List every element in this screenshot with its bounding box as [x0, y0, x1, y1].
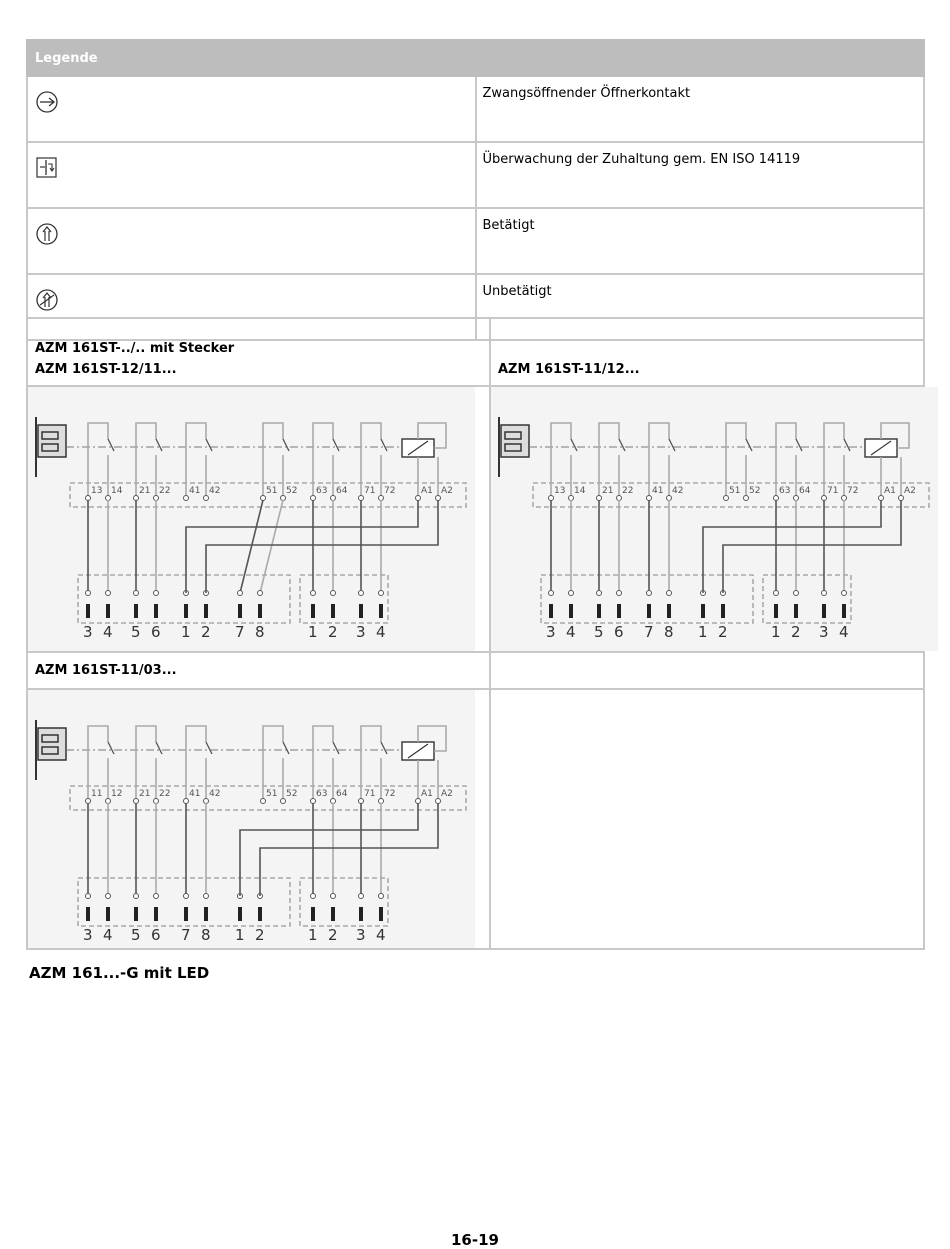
- empty-cell: [490, 689, 924, 949]
- pin-contact: [86, 604, 90, 618]
- diagram-title-a: AZM 161ST-../.. mit Stecker AZM 161ST-12/11...: [27, 318, 490, 386]
- pin-dot: [258, 591, 263, 596]
- pin-dot: [86, 894, 91, 899]
- terminal-dot: [879, 496, 884, 501]
- pin-label: 4: [566, 623, 576, 641]
- pin-dot: [549, 591, 554, 596]
- terminal-dot: [899, 496, 904, 501]
- pin-contact: [667, 604, 671, 618]
- pin-label: 5: [594, 623, 604, 641]
- pin-dot: [134, 894, 139, 899]
- terminal-dot: [86, 799, 91, 804]
- terminal-label: 42: [209, 789, 221, 799]
- terminal-label: 72: [384, 486, 396, 496]
- terminal-label: 63: [316, 789, 328, 799]
- pin-contact: [331, 907, 335, 921]
- terminal-dot: [261, 496, 266, 501]
- pin-dot: [204, 894, 209, 899]
- terminal-label: 64: [336, 789, 348, 799]
- pin-label: 1: [308, 926, 318, 944]
- pin-dot: [822, 591, 827, 596]
- terminal-dot: [416, 496, 421, 501]
- terminal-dot: [724, 496, 729, 501]
- pin-label: 1: [771, 623, 781, 641]
- pin-contact: [331, 604, 335, 618]
- pin-dot: [359, 894, 364, 899]
- legend-label: Betätigt: [476, 208, 925, 274]
- pin-contact: [106, 907, 110, 921]
- pin-contact: [359, 907, 363, 921]
- terminal-dot: [647, 496, 652, 501]
- terminal-label: 42: [209, 486, 221, 496]
- terminal-label: 21: [139, 486, 151, 496]
- terminal-label: 63: [779, 486, 791, 496]
- legend-label: Unbetätigt: [476, 274, 925, 340]
- wiring-diagram-b: [491, 387, 938, 651]
- pin-label: 2: [791, 623, 801, 641]
- terminal-dot: [184, 496, 189, 501]
- pin-contact: [311, 907, 315, 921]
- pin-label: 4: [103, 623, 113, 641]
- pin-contact: [794, 604, 798, 618]
- pin-label: 1: [181, 623, 191, 641]
- pin-contact: [822, 604, 826, 618]
- pin-label: 8: [255, 623, 265, 641]
- pin-contact: [597, 604, 601, 618]
- terminal-dot: [549, 496, 554, 501]
- terminal-label: A1: [884, 486, 896, 496]
- terminal-dot: [617, 496, 622, 501]
- pin-label: 4: [376, 926, 386, 944]
- terminal-dot: [379, 496, 384, 501]
- pin-label: 6: [151, 623, 161, 641]
- pin-contact: [154, 907, 158, 921]
- pin-label: 7: [644, 623, 654, 641]
- terminal-dot: [842, 496, 847, 501]
- terminal-dot: [331, 496, 336, 501]
- terminal-label: 21: [602, 486, 614, 496]
- terminal-label: 14: [111, 486, 123, 496]
- terminal-label: A2: [441, 486, 453, 496]
- terminal-dot: [822, 496, 827, 501]
- terminal-dot: [436, 496, 441, 501]
- pin-dot: [154, 894, 159, 899]
- pin-label: 2: [328, 623, 338, 641]
- terminal-dot: [667, 496, 672, 501]
- wiring-diagram-a: [28, 387, 475, 651]
- terminal-label: A1: [421, 789, 433, 799]
- terminal-dot: [774, 496, 779, 501]
- terminal-dot: [106, 799, 111, 804]
- terminal-dot: [184, 799, 189, 804]
- diagram-background: [28, 387, 475, 651]
- pin-label: 3: [356, 926, 366, 944]
- terminal-label: 41: [189, 789, 201, 799]
- diagram-title-b: AZM 161ST-11/12...: [490, 318, 924, 386]
- pin-label: 1: [698, 623, 708, 641]
- pin-contact: [238, 604, 242, 618]
- pin-contact: [774, 604, 778, 618]
- terminal-label: 51: [266, 789, 278, 799]
- terminal-label: 64: [799, 486, 811, 496]
- pin-label: 3: [83, 623, 93, 641]
- terminal-label: 72: [384, 789, 396, 799]
- terminal-label: 71: [364, 789, 376, 799]
- terminal-label: 64: [336, 486, 348, 496]
- pin-contact: [721, 604, 725, 618]
- terminal-label: 21: [139, 789, 151, 799]
- terminal-label: 11: [91, 789, 103, 799]
- pin-dot: [774, 591, 779, 596]
- pin-dot: [311, 894, 316, 899]
- wiring-diagram-c: [28, 690, 475, 948]
- legend-row: [27, 142, 924, 208]
- pin-label: 5: [131, 623, 141, 641]
- pin-dot: [647, 591, 652, 596]
- wiring-table: [26, 317, 925, 950]
- pin-label: 5: [131, 926, 141, 944]
- pin-dot: [238, 591, 243, 596]
- terminal-label: 41: [652, 486, 664, 496]
- terminal-dot: [204, 496, 209, 501]
- terminal-label: 22: [159, 486, 171, 496]
- pin-contact: [258, 907, 262, 921]
- terminal-dot: [134, 496, 139, 501]
- terminal-dot: [794, 496, 799, 501]
- pin-dot: [331, 894, 336, 899]
- terminal-dot: [311, 799, 316, 804]
- terminal-label: 13: [554, 486, 566, 496]
- pin-contact: [359, 604, 363, 618]
- terminal-label: 22: [159, 789, 171, 799]
- pin-label: 3: [546, 623, 556, 641]
- actuator-head: [501, 425, 529, 457]
- terminal-label: 72: [847, 486, 859, 496]
- pin-label: 3: [83, 926, 93, 944]
- pin-dot: [86, 591, 91, 596]
- pin-label: 8: [201, 926, 211, 944]
- terminal-label: A2: [904, 486, 916, 496]
- legend-row: [27, 76, 924, 142]
- legend-row: [27, 208, 924, 274]
- pin-label: 7: [235, 623, 245, 641]
- terminal-label: A2: [441, 789, 453, 799]
- terminal-label: 22: [622, 486, 634, 496]
- pin-dot: [154, 591, 159, 596]
- terminal-dot: [311, 496, 316, 501]
- pin-contact: [647, 604, 651, 618]
- pin-label: 1: [235, 926, 245, 944]
- terminal-label: 51: [266, 486, 278, 496]
- actuator-head: [38, 425, 66, 457]
- pin-label: 1: [308, 623, 318, 641]
- terminal-dot: [569, 496, 574, 501]
- terminal-dot: [154, 799, 159, 804]
- pin-dot: [794, 591, 799, 596]
- pin-dot: [667, 591, 672, 596]
- terminal-dot: [379, 799, 384, 804]
- pin-contact: [617, 604, 621, 618]
- terminal-dot: [436, 799, 441, 804]
- pin-contact: [311, 604, 315, 618]
- terminal-dot: [281, 799, 286, 804]
- terminal-label: 13: [91, 486, 103, 496]
- pin-contact: [134, 604, 138, 618]
- pin-label: 4: [103, 926, 113, 944]
- terminal-dot: [86, 496, 91, 501]
- terminal-label: 52: [286, 789, 298, 799]
- pin-dot: [379, 894, 384, 899]
- terminal-dot: [281, 496, 286, 501]
- pin-dot: [331, 591, 336, 596]
- pin-contact: [184, 907, 188, 921]
- terminal-dot: [331, 799, 336, 804]
- terminal-dot: [106, 496, 111, 501]
- pin-dot: [106, 894, 111, 899]
- legend-header: Legende: [27, 40, 924, 76]
- legend-label: Zwangsöffnender Öffnerkontakt: [476, 76, 925, 142]
- terminal-dot: [261, 799, 266, 804]
- pin-contact: [258, 604, 262, 618]
- pin-contact: [379, 604, 383, 618]
- actuator-head: [38, 728, 66, 760]
- terminal-dot: [204, 799, 209, 804]
- terminal-label: 41: [189, 486, 201, 496]
- pin-label: 2: [201, 623, 211, 641]
- pin-label: 3: [819, 623, 829, 641]
- terminal-dot: [134, 799, 139, 804]
- pin-label: 4: [376, 623, 386, 641]
- pin-dot: [359, 591, 364, 596]
- pin-contact: [238, 907, 242, 921]
- diagram-background: [28, 690, 475, 948]
- terminal-dot: [416, 799, 421, 804]
- terminal-label: 63: [316, 486, 328, 496]
- pin-contact: [204, 604, 208, 618]
- not-actuated-icon: [35, 288, 61, 314]
- terminal-label: 51: [729, 486, 741, 496]
- pin-label: 2: [718, 623, 728, 641]
- interlock-monitoring-icon: [35, 156, 61, 182]
- pin-dot: [842, 591, 847, 596]
- pin-contact: [86, 907, 90, 921]
- terminal-dot: [154, 496, 159, 501]
- legend-table: [26, 39, 925, 341]
- terminal-dot: [359, 496, 364, 501]
- terminal-dot: [744, 496, 749, 501]
- legend-label: Überwachung der Zuhaltung gem. EN ISO 14119: [476, 142, 925, 208]
- diagram-background: [491, 387, 938, 651]
- pin-dot: [311, 591, 316, 596]
- pin-label: 6: [614, 623, 624, 641]
- page-number: 16-19: [451, 1231, 499, 1249]
- pin-dot: [379, 591, 384, 596]
- pin-contact: [204, 907, 208, 921]
- pin-contact: [549, 604, 553, 618]
- pin-contact: [701, 604, 705, 618]
- pin-label: 2: [328, 926, 338, 944]
- section-heading: AZM 161...-G mit LED: [29, 964, 210, 982]
- pin-dot: [569, 591, 574, 596]
- actuated-icon: [35, 222, 61, 248]
- terminal-label: 42: [672, 486, 684, 496]
- pin-contact: [154, 604, 158, 618]
- pin-dot: [617, 591, 622, 596]
- pin-label: 2: [255, 926, 265, 944]
- pin-contact: [184, 604, 188, 618]
- forced-opening-icon: [35, 90, 61, 116]
- pin-label: 3: [356, 623, 366, 641]
- pin-contact: [842, 604, 846, 618]
- terminal-label: A1: [421, 486, 433, 496]
- pin-contact: [134, 907, 138, 921]
- pin-label: 4: [839, 623, 849, 641]
- pin-contact: [569, 604, 573, 618]
- pin-contact: [106, 604, 110, 618]
- pin-dot: [134, 591, 139, 596]
- pin-label: 8: [664, 623, 674, 641]
- pin-dot: [106, 591, 111, 596]
- empty-cell: [490, 652, 924, 689]
- terminal-dot: [359, 799, 364, 804]
- terminal-label: 71: [364, 486, 376, 496]
- pin-contact: [379, 907, 383, 921]
- pin-dot: [184, 894, 189, 899]
- terminal-label: 52: [749, 486, 761, 496]
- terminal-label: 71: [827, 486, 839, 496]
- pin-label: 7: [181, 926, 191, 944]
- pin-dot: [597, 591, 602, 596]
- pin-label: 6: [151, 926, 161, 944]
- terminal-label: 52: [286, 486, 298, 496]
- terminal-label: 12: [111, 789, 123, 799]
- terminal-dot: [597, 496, 602, 501]
- terminal-label: 14: [574, 486, 586, 496]
- diagram-title-c: AZM 161ST-11/03...: [27, 652, 490, 689]
